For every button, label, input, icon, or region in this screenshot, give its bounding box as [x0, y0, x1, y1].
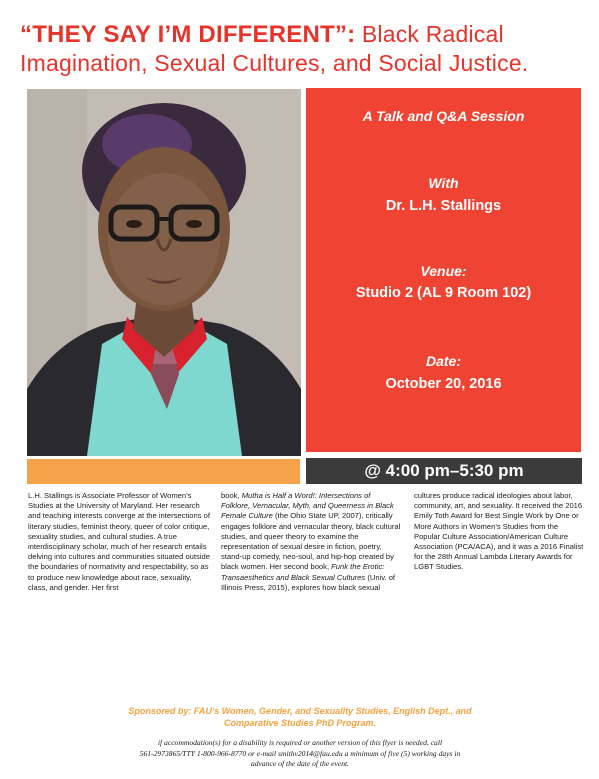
access-line-2: 561-2973865/TTY 1-800-966-8770 or e-mail smithv2014@fau.edu a minimum of five (5) working days in	[139, 748, 461, 758]
speaker-name: Dr. L.H. Stallings	[385, 198, 502, 214]
date-value: October 20, 2016	[385, 376, 502, 392]
event-time: @ 4:00 pm–5:30 pm	[306, 458, 582, 484]
with-label: With	[428, 175, 459, 191]
title-quote: “THEY SAY I’M DIFFERENT”:	[20, 21, 356, 48]
book-title-mutha: Mutha is Half a Word!: Intersections of Folklore, Vernacular, Myth, and Queerness in Black Female Culture	[221, 491, 394, 521]
sponsor-credits	[60, 705, 540, 729]
speaker-photo	[27, 89, 301, 456]
talk-label: A Talk and Q&A Session	[362, 108, 525, 124]
venue-value: Studio 2 (AL 9 Room 102)	[355, 285, 532, 301]
event-info-panel	[306, 88, 581, 452]
sponsor-line-1: Sponsored by: FAU’s Women, Gender, and Sexuality Studies, English Dept., and	[128, 706, 472, 716]
book-title-funk: Funk the Erotic: Transaesthetics and Black Sexual Cultures	[221, 562, 385, 582]
flyer-title	[20, 20, 590, 78]
bio-col2-text-c: (Univ. of Illinois Press, 2015), explores how black sexual	[221, 572, 396, 592]
bio-col2-text-a: book,	[221, 491, 242, 500]
date-label: Date:	[425, 353, 461, 369]
accessibility-notice	[110, 738, 490, 770]
bio-column-2	[221, 491, 401, 593]
access-line-1: if accommodation(s) for a disability is required or another version of this flyer is needed, call	[157, 738, 443, 747]
venue-label: Venue:	[420, 263, 467, 279]
access-line-3: advance of the date of the event.	[250, 759, 350, 768]
portrait-illustration	[27, 89, 301, 456]
bio-column-3: cultures produce radical ideologies about labor, community, art, and sexuality. It received the 2016 Emily Toth Award for Best Single Work by One or More Authors in Women’s Studies from the Popular Culture Association/American Culture Association (PCA/ACA), and it was a 2016 Finalist for the 28th Annual Lambda Literary Awards for LGBT Studies.	[414, 491, 584, 572]
orange-accent-bar	[27, 459, 300, 484]
sponsor-line-2: Comparative Studies PhD Program.	[223, 718, 377, 728]
title-line2: Imagination, Sexual Cultures, and Social Justice.	[20, 50, 529, 76]
title-rest-line1: Black Radical	[355, 21, 504, 47]
bio-col2-text-b: (the Ohio State UP, 2007), critically engages folklore and vernacular theory, black cultural studies, and queer theory to examine the representation of sexual desire in fiction, poetry, stand-up comedy, neo-soul, and hip-hop created by black women. Her second book,	[221, 511, 401, 572]
bio-column-1: L.H. Stallings is Associate Professor of Women’s Studies at the University of Maryland. Her research and teaching interests converge at the intersections of literary studies, feminist theory, queer of color critique, sexuality studies, and cultural studies. A true interdisciplinary scholar, much of her research entails delving into cultures and communities situated outside the boundaries of normativity and respectability, so as to produce new knowledge about race, sexuality, class, and gender. Her first	[28, 491, 210, 592]
